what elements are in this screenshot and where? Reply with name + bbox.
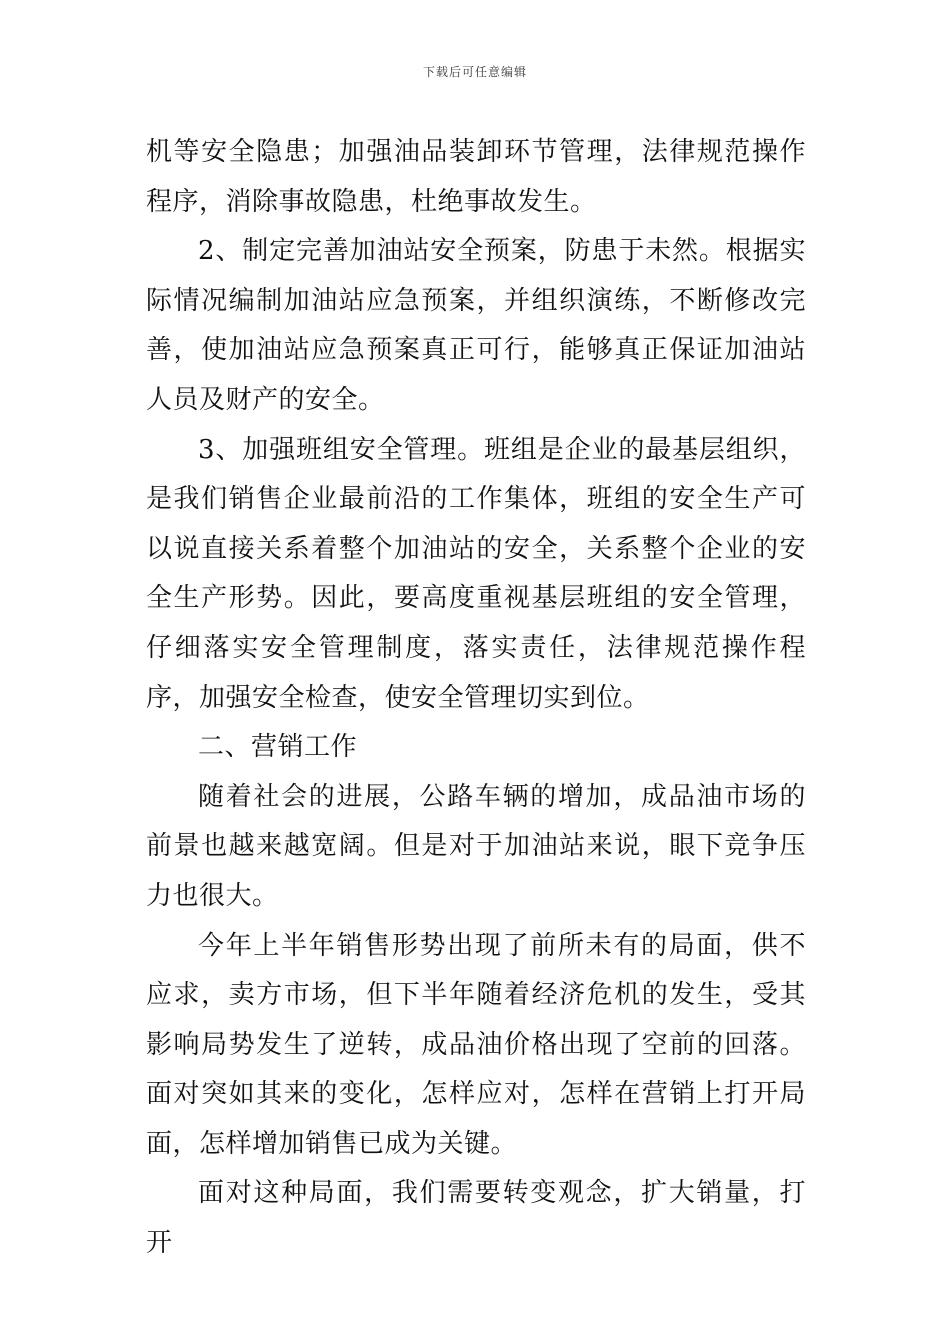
paragraph-item-2: 2、制定完善加油站安全预案，防患于未然。根据实际情况编制加油站应急预案，并组织演练，不断修改完善，使加油站应急预案真正可行，能够真正保证加油站人员及财产的安全。 — [146, 236, 806, 415]
section-heading-marketing: 二、营销工作 — [198, 732, 358, 763]
page-header: 下载后可任意编辑 — [422, 65, 527, 79]
paragraph-sales-situation: 今年上半年销售形势出现了前所未有的局面，供不应求，卖方市场，但下半年随着经济危机的发生，受其影响局势发生了逆转，成品油价格出现了空前的回落。面对突如其来的变化，怎样应对，怎样在营销上打开局面，怎样增加销售已成为关键。 — [146, 930, 806, 1159]
paragraph-response: 面对这种局面，我们需要转变观念，扩大销量，打开 — [146, 1178, 806, 1259]
document-body — [146, 128, 806, 1269]
paragraph-item-3: 3、加强班组安全管理。班组是企业的最基层组织，是我们销售企业最前沿的工作集体，班组的安全生产可以说直接关系着整个加油站的安全，关系整个企业的安全生产形势。因此，要高度重视基层班组的安全管理，仔细落实安全管理制度，落实责任，法律规范操作程序，加强安全检查，使安全管理切实到位。 — [146, 434, 806, 713]
paragraph-market-outlook: 随着社会的进展，公路车辆的增加，成品油市场的前景也越来越宽阔。但是对于加油站来说，眼下竞争压力也很大。 — [146, 781, 806, 911]
paragraph-continuation: 机等安全隐患；加强油品装卸环节管理，法律规范操作程序，消除事故隐患，杜绝事故发生。 — [146, 137, 806, 217]
